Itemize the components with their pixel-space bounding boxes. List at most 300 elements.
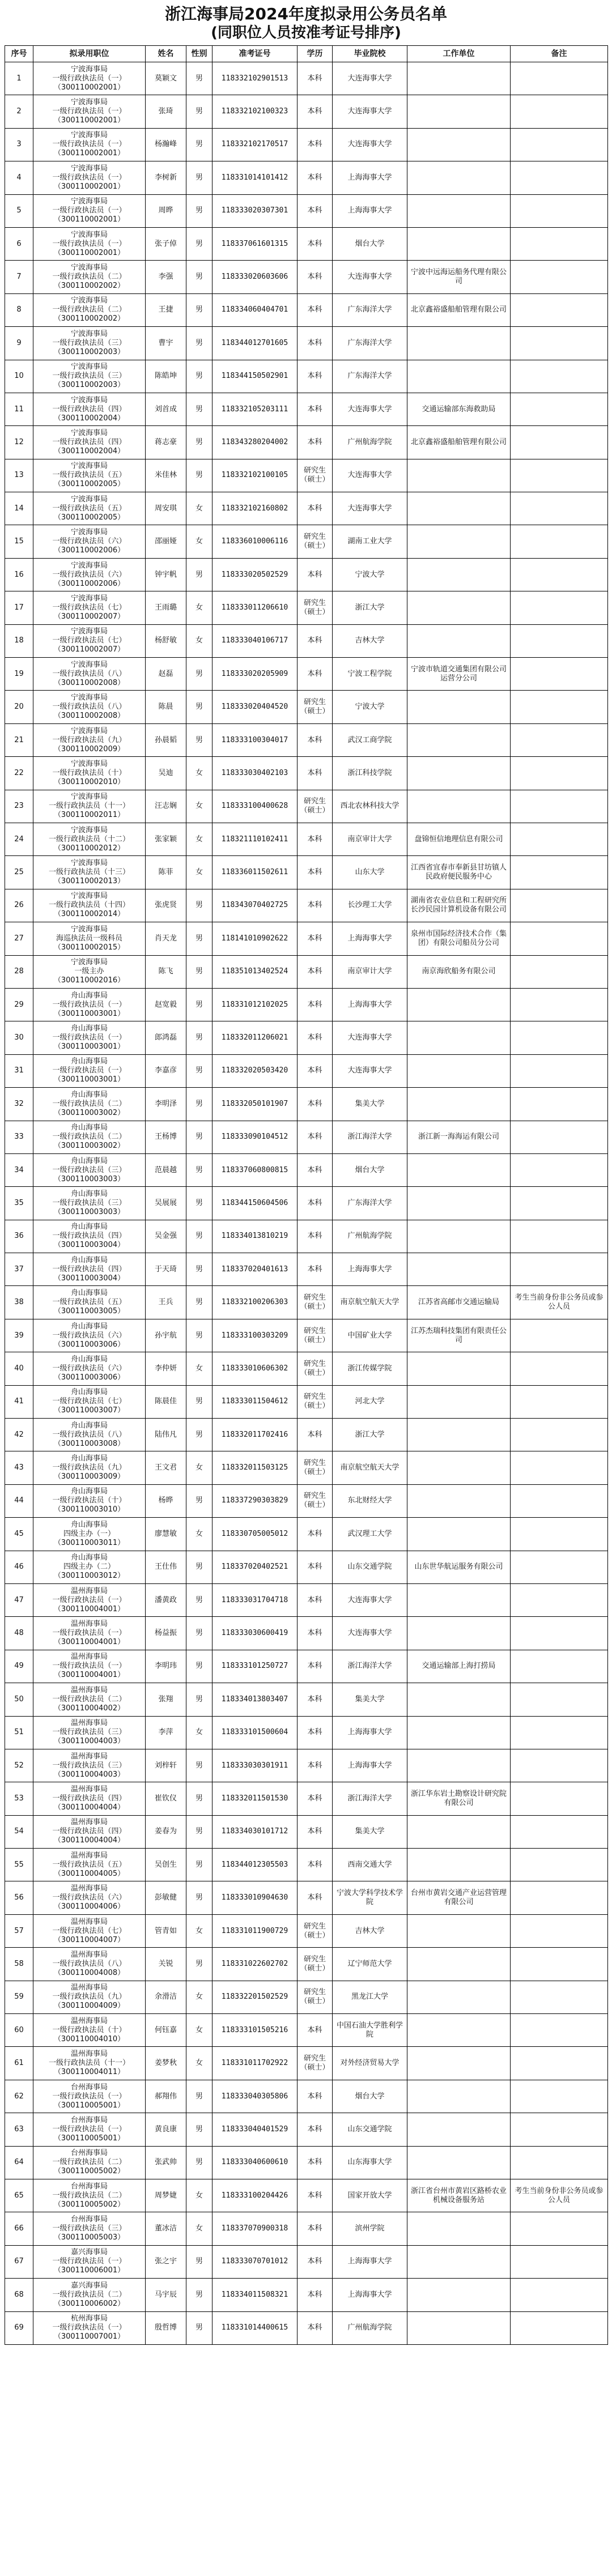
school-cell: 吉林大学 [333,624,407,657]
gender-cell: 男 [186,1551,212,1583]
position-line: 一级行政执法员（二） [52,305,126,314]
position-line: 一级行政执法员（九） [52,735,126,744]
table-row [5,1484,608,1517]
position-cell [33,624,146,657]
edu-cell: 本科 [298,558,333,591]
school-cell: 东北财经大学 [333,1484,407,1517]
seq-cell: 28 [5,955,33,988]
unit-cell [407,227,511,260]
edu-cell: 研究生（硕士） [298,1385,333,1418]
position-line: （300110005001） [53,2134,125,2143]
position-cell [33,558,146,591]
edu-cell: 研究生（硕士） [298,2047,333,2080]
position-line: 一级行政执法员（一） [52,1000,126,1009]
column-header: 毕业院校 [333,46,407,62]
unit-cell: 浙江省台州市黄岩区路桥农业机械设备服务站 [407,2179,511,2212]
seq-cell: 24 [5,823,33,855]
unit-cell [407,1849,511,1881]
name-cell: 陈菲 [146,856,186,889]
position-line: 舟山海事局 [70,1421,108,1430]
school-cell: 集美大学 [333,1815,407,1848]
position-line: （300110005002） [53,2200,125,2209]
position-cell [33,757,146,790]
seq-cell: 13 [5,459,33,492]
unit-cell [407,624,511,657]
position-line: 一级行政执法员（四） [52,1827,126,1836]
seq-cell: 16 [5,558,33,591]
position-line: 宁波海事局 [70,660,108,669]
unit-cell [407,2080,511,2113]
name-cell: 陈晨佳 [146,1385,186,1418]
gender-cell: 男 [186,1683,212,1716]
id-cell: 118333020404520 [212,691,298,723]
gender-cell: 男 [186,1286,212,1319]
position-line: 一级行政执法员（一） [52,206,126,215]
id-cell: 118344150502901 [212,360,298,393]
school-cell: 烟台大学 [333,227,407,260]
position-line: （300110004011） [53,2068,125,2077]
table-row [5,459,608,492]
note-cell [511,1054,608,1087]
unit-cell [407,1749,511,1782]
id-cell: 118333090104512 [212,1121,298,1153]
note-cell [511,62,608,95]
edu-cell: 本科 [298,128,333,161]
seq-cell: 51 [5,1716,33,1749]
name-cell: 孙晨韬 [146,723,186,756]
gender-cell: 男 [186,922,212,955]
note-cell [511,1981,608,2013]
note-cell [511,1451,608,1484]
edu-cell: 本科 [298,2080,333,2113]
unit-cell [407,128,511,161]
position-line: 一级行政执法员（六） [52,570,126,579]
seq-cell: 21 [5,723,33,756]
id-cell: 118333100400628 [212,790,298,823]
edu-cell: 研究生（硕士） [298,790,333,823]
name-cell: 莫颖文 [146,62,186,95]
id-cell: 118332100206303 [212,1286,298,1319]
unit-cell: 山东世华航运服务有限公司 [407,1551,511,1583]
position-line: 一级行政执法员（六） [52,1331,126,1340]
gender-cell: 男 [186,2311,212,2344]
position-line: （300110002001） [53,116,125,125]
school-cell: 浙江海洋大学 [333,1121,407,1153]
position-cell [33,261,146,293]
id-cell: 118333020502529 [212,558,298,591]
gender-cell: 男 [186,955,212,988]
gender-cell: 男 [186,691,212,723]
position-line: （300110003006） [53,1373,125,1382]
note-cell [511,1088,608,1121]
position-line: 宁波海事局 [70,395,108,405]
note-cell [511,1352,608,1385]
id-cell: 118333070701012 [212,2245,298,2278]
position-line: 宁波海事局 [70,329,108,338]
id-cell: 118333101250727 [212,1650,298,1683]
position-cell [33,95,146,128]
position-line: 一级行政执法员（四） [52,437,126,446]
unit-cell: 泉州市国际经济技术合作（集团）有限公司船员分公司 [407,922,511,955]
unit-cell [407,1583,511,1616]
seq-cell: 10 [5,360,33,393]
gender-cell: 男 [186,426,212,459]
school-cell: 宁波大学 [333,691,407,723]
position-line: 一级行政执法员（一） [52,173,126,182]
position-line: 四级主办（二） [63,1562,115,1572]
position-line: （300110005001） [53,2101,125,2110]
id-cell: 118333011504612 [212,1385,298,1418]
position-line: （300110003011） [53,1538,125,1547]
position-line: 宁波海事局 [70,263,108,272]
position-line: 舟山海事局 [70,1255,108,1264]
id-cell: 118141010902622 [212,922,298,955]
school-cell: 浙江海洋大学 [333,1782,407,1815]
seq-cell: 49 [5,1650,33,1683]
note-cell [511,2279,608,2311]
gender-cell: 男 [186,1849,212,1881]
gender-cell: 男 [186,1881,212,1914]
edu-cell: 本科 [298,261,333,293]
school-cell: 浙江大学 [333,591,407,624]
gender-cell: 男 [186,1583,212,1616]
position-line: 舟山海事局 [70,1090,108,1099]
name-cell: 潘黄政 [146,1583,186,1616]
position-cell [33,327,146,360]
position-line: 一级行政执法员（二） [52,1132,126,1142]
note-cell [511,360,608,393]
school-cell: 大连海事大学 [333,1054,407,1087]
seq-cell: 32 [5,1088,33,1121]
edu-cell: 研究生（硕士） [298,459,333,492]
seq-cell: 52 [5,1749,33,1782]
edu-cell: 本科 [298,889,333,922]
position-line: 温州海事局 [70,1752,108,1761]
position-cell [33,2279,146,2311]
position-line: 一级行政执法员（一） [52,2124,126,2134]
position-line: （300110003002） [53,1142,125,1151]
note-cell [511,128,608,161]
school-cell: 广东海洋大学 [333,1187,407,1220]
name-cell: 崔钦仪 [146,1782,186,1815]
position-line: （300110003007） [53,1406,125,1415]
position-cell [33,723,146,756]
gender-cell: 男 [186,393,212,425]
position-line: 一级行政执法员（八） [52,1430,126,1439]
position-line: （300110002001） [53,215,125,224]
position-cell [33,1088,146,1121]
id-cell: 118333031704718 [212,1583,298,1616]
seq-cell: 65 [5,2179,33,2212]
seq-cell: 60 [5,2014,33,2047]
table-row [5,525,608,558]
gender-cell: 男 [186,95,212,128]
position-line: （300110003003） [53,1207,125,1216]
position-line: （300110007001） [53,2332,125,2341]
position-line: （300110003004） [53,1241,125,1250]
position-line: 海巡执法员一级科员 [56,934,122,943]
note-cell [511,261,608,293]
table-row [5,955,608,988]
seq-cell: 4 [5,161,33,194]
id-cell: 118332011501530 [212,1782,298,1815]
position-line: 宁波海事局 [70,759,108,768]
unit-cell: 浙江华东岩土勘察设计研究院有限公司 [407,1782,511,1815]
id-cell: 118343280204002 [212,426,298,459]
note-cell [511,194,608,227]
position-line: 一级行政执法员（十） [52,1496,126,1505]
school-cell: 烟台大学 [333,2080,407,2113]
seq-cell: 41 [5,1385,33,1418]
id-cell: 118331022602702 [212,1948,298,1981]
id-cell: 118331012102025 [212,988,298,1021]
position-line: （300110003006） [53,1340,125,1349]
position-cell [33,988,146,1021]
id-cell: 118333101505216 [212,2014,298,2047]
position-line: 舟山海事局 [70,1223,108,1232]
position-line: （300110004010） [53,2034,125,2043]
position-line: （300110002014） [53,910,125,919]
table-row [5,2113,608,2146]
position-line: 一级行政执法员（四） [52,405,126,414]
position-line: 一级行政执法员（十三） [48,868,130,877]
edu-cell: 本科 [298,2245,333,2278]
school-cell: 上海海事大学 [333,2245,407,2278]
position-cell [33,2212,146,2245]
seq-cell: 46 [5,1551,33,1583]
gender-cell: 男 [186,1484,212,1517]
unit-cell: 南京海欣船务有限公司 [407,955,511,988]
seq-cell: 58 [5,1948,33,1981]
position-cell [33,393,146,425]
note-cell [511,1518,608,1551]
position-line: 一级行政执法员（二） [52,1694,126,1704]
gender-cell: 男 [186,227,212,260]
name-cell: 张家颖 [146,823,186,855]
unit-cell [407,1088,511,1121]
position-cell [33,1286,146,1319]
table-row [5,194,608,227]
position-line: （300110004003） [53,1770,125,1779]
id-cell: 118336010006116 [212,525,298,558]
table-row [5,1187,608,1220]
page-title: 浙江海事局2024年度拟录用公务员名单 [165,5,447,23]
position-cell [33,1220,146,1253]
table-row [5,757,608,790]
position-cell [33,856,146,889]
edu-cell: 本科 [298,1419,333,1451]
position-cell [33,1948,146,1981]
edu-cell: 本科 [298,922,333,955]
position-line: （300110002008） [53,678,125,687]
position-line: （300110004001） [53,1604,125,1613]
position-line: 舟山海事局 [70,991,108,1000]
note-cell [511,1551,608,1583]
note-cell [511,1782,608,1815]
position-line: 宁波海事局 [70,793,108,802]
id-cell: 118337290303829 [212,1484,298,1517]
position-cell [33,2014,146,2047]
table-row [5,2212,608,2245]
table-row [5,1881,608,1914]
position-line: 温州海事局 [70,2050,108,2059]
seq-cell: 40 [5,1352,33,1385]
unit-cell [407,1187,511,1220]
position-line: （300110003001） [53,1075,125,1084]
position-line: 一级行政执法员（一） [52,107,126,116]
note-cell [511,1319,608,1352]
position-line: （300110003005） [53,1307,125,1316]
name-cell: 周梦婕 [146,2179,186,2212]
name-cell: 李树新 [146,161,186,194]
note-cell [511,1153,608,1186]
edu-cell: 研究生（硕士） [298,1914,333,1947]
id-cell: 118337020402521 [212,1551,298,1583]
table-row [5,1716,608,1749]
note-cell [511,1021,608,1054]
edu-cell: 本科 [298,1518,333,1551]
gender-cell: 男 [186,1385,212,1418]
id-cell: 118332102901513 [212,62,298,95]
table-row [5,1551,608,1583]
gender-cell: 男 [186,161,212,194]
unit-cell [407,1948,511,1981]
id-cell: 118334013803407 [212,1683,298,1716]
table-row [5,823,608,855]
position-line: 一级行政执法员（十） [52,768,126,777]
position-line: 宁波海事局 [70,428,108,437]
unit-cell: 湖南省农业信息和工程研究所长沙民园计算机设备有限公司 [407,889,511,922]
edu-cell: 本科 [298,2146,333,2179]
name-cell: 张武帅 [146,2146,186,2179]
gender-cell: 女 [186,790,212,823]
position-line: 一级行政执法员（九） [52,1463,126,1472]
position-line: 温州海事局 [70,1685,108,1694]
name-cell: 周晔 [146,194,186,227]
edu-cell: 本科 [298,1716,333,1749]
gender-cell: 女 [186,525,212,558]
position-cell [33,1484,146,1517]
note-cell [511,658,608,691]
position-line: （300110002005） [53,480,125,489]
position-line: 一级行政执法员（十一） [48,802,130,811]
school-cell: 对外经济贸易大学 [333,2047,407,2080]
position-cell [33,161,146,194]
id-cell: 118337020401613 [212,1253,298,1286]
table-row [5,558,608,591]
column-header: 姓名 [146,46,186,62]
position-cell [33,227,146,260]
id-cell: 118331014101412 [212,161,298,194]
position-line: 温州海事局 [70,1950,108,1959]
position-cell [33,1981,146,2013]
position-line: （300110006001） [53,2266,125,2275]
position-line: （300110006002） [53,2299,125,2308]
table-row [5,426,608,459]
id-cell: 118334060404701 [212,293,298,326]
position-line: 宁波海事局 [70,230,108,239]
position-line: （300110002005） [53,513,125,522]
note-cell [511,525,608,558]
table-row [5,624,608,657]
table-row [5,492,608,525]
unit-cell [407,2279,511,2311]
gender-cell: 女 [186,823,212,855]
gender-cell: 男 [186,1153,212,1186]
id-cell: 118332050101907 [212,1088,298,1121]
edu-cell: 本科 [298,2279,333,2311]
unit-cell: 台州市黄岩交通产业运营管理有限公司 [407,1881,511,1914]
gender-cell: 男 [186,1088,212,1121]
note-cell [511,1220,608,1253]
note-cell [511,2080,608,2113]
position-cell [33,1716,146,1749]
school-cell: 浙江海洋大学 [333,1650,407,1683]
name-cell: 王兵 [146,1286,186,1319]
table-row [5,1121,608,1153]
position-line: （300110003009） [53,1472,125,1481]
position-cell [33,1551,146,1583]
seq-cell: 11 [5,393,33,425]
table-row [5,658,608,691]
seq-cell: 62 [5,2080,33,2113]
unit-cell [407,691,511,723]
position-line: 温州海事局 [70,1983,108,1992]
position-line: （300110002003） [53,381,125,390]
name-cell: 王杨博 [146,1121,186,1153]
id-cell: 118333020307301 [212,194,298,227]
edu-cell: 本科 [298,1551,333,1583]
school-cell: 宁波工程学院 [333,658,407,691]
position-line: （300110005003） [53,2233,125,2242]
position-cell [33,1518,146,1551]
position-line: 一级行政执法员（二） [52,272,126,282]
name-cell: 杨舒敏 [146,624,186,657]
gender-cell: 女 [186,1451,212,1484]
position-line: 一级行政执法员（五） [52,1860,126,1869]
note-cell [511,988,608,1021]
table-row [5,790,608,823]
position-line: （300110004004） [53,1803,125,1812]
position-line: （300110004005） [53,1869,125,1878]
position-cell [33,1815,146,1848]
position-cell [33,492,146,525]
gender-cell: 男 [186,1948,212,1981]
school-cell: 南京审计大学 [333,823,407,855]
note-cell [511,95,608,128]
gender-cell: 男 [186,1650,212,1683]
id-cell: 118332011206021 [212,1021,298,1054]
edu-cell: 本科 [298,823,333,855]
table-row [5,62,608,95]
position-cell [33,1121,146,1153]
note-cell [511,591,608,624]
edu-cell: 研究生（硕士） [298,1319,333,1352]
seq-cell: 53 [5,1782,33,1815]
position-line: 舟山海事局 [70,1355,108,1364]
id-cell: 118344012701605 [212,327,298,360]
position-line: 一级行政执法员（一） [52,1662,126,1671]
table-row [5,2179,608,2212]
column-header: 性别 [186,46,212,62]
table-row [5,1253,608,1286]
gender-cell: 女 [186,1981,212,2013]
edu-cell: 本科 [298,1220,333,1253]
seq-cell: 33 [5,1121,33,1153]
id-cell: 118343070402725 [212,889,298,922]
id-cell: 118333100204426 [212,2179,298,2212]
position-line: 一级行政执法员（一） [52,1033,126,1042]
